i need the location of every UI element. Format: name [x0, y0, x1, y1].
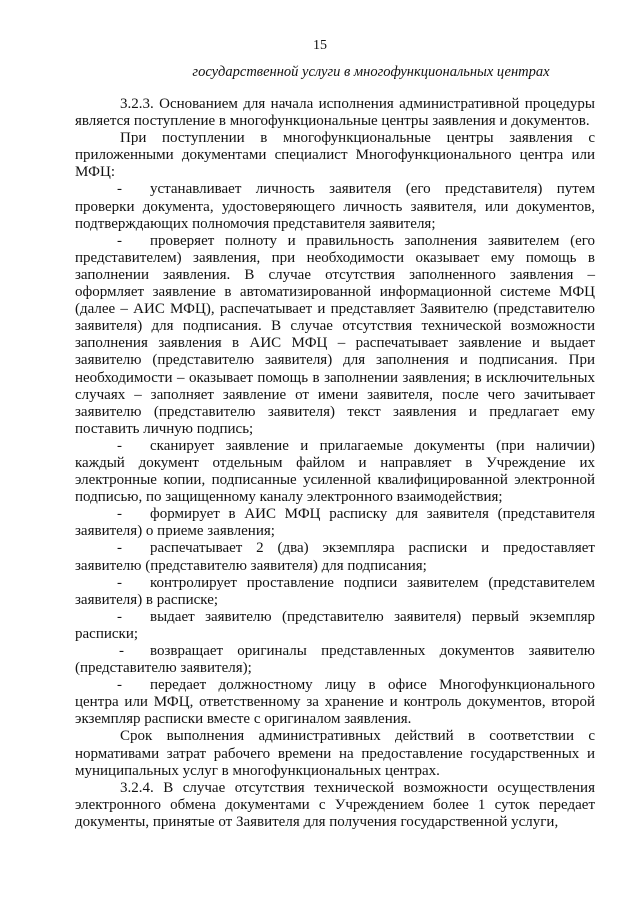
list-dash: -	[117, 574, 122, 591]
list-item-text: возвращает оригиналы представленных документов заявителю (представителю заявителя);	[75, 643, 595, 677]
list-dash: -	[117, 506, 122, 523]
list-item-text: проверяет полноту и правильность заполнения заявителем (его представителем) заявления, при необходимости оказывает ему помощь в заполнении заявления. В случае отсутствия заполненного заявления – оформляет заявление в автоматизированной информационной системе МФЦ (далее – АИС МФЦ), распечатывает и представляет Заявителю (представителю заявителя) для подписания. В случае отсутствия технической возможности заполнения заявления в АИС МФЦ – распечатывает заявление и выдает заявителю (представителю заявителя) для заполнения и подписания. При необходимости – оказывает помощь в заполнении заявления; в исключительных случаях – заполняет заявление от имени заявителя, после чего зачитывает заявителю (представителю заявителя) текст заявления и предлагает ему поставить личную подпись;	[75, 232, 595, 437]
paragraph-mfc-intro: При поступлении в многофункциональные центры заявления с приложенными документами специалист Многофункционального центра или МФЦ:	[75, 130, 595, 181]
list-item	[75, 181, 595, 232]
list-dash: -	[117, 677, 122, 694]
paragraph-3-2-3: 3.2.3. Основанием для начала исполнения административной процедуры является поступление в многофункциональные центры заявления и документов.	[75, 96, 595, 130]
list-dash: -	[117, 232, 122, 249]
list-item-text: выдает заявителю (представителю заявителя) первый экземпляр расписки;	[75, 608, 595, 642]
list-item	[75, 609, 595, 643]
page-number: 15	[313, 38, 327, 53]
list-dash: -	[117, 540, 122, 557]
list-item-text: сканирует заявление и прилагаемые документы (при наличии) каждый документ отдельным файлом и направляет в Учреждение их электронные копии, подписанные усиленной квалифицированной электронной подписью, по защищенному каналу электронного взаимодействия;	[75, 437, 595, 506]
list-item	[75, 540, 595, 574]
document-body	[75, 96, 595, 831]
running-header: государственной услуги в многофункциональных центрах	[192, 64, 550, 80]
list-item-text: распечатывает 2 (два) экземпляра расписки и предоставляет заявителю (представителю заявителя) для подписания;	[75, 540, 595, 574]
list-dash: -	[117, 181, 122, 198]
list-item	[75, 677, 595, 728]
list-item-text: формирует в АИС МФЦ расписку для заявителя (представителя заявителя) о приеме заявления;	[75, 506, 595, 540]
paragraph-3-2-4: 3.2.4. В случае отсутствия технической возможности осуществления электронного обмена документами с Учреждением более 1 суток передает документы, принятые от Заявителя для получения государственной услуги,	[75, 779, 595, 830]
list-item	[75, 643, 595, 677]
list-item	[75, 438, 595, 506]
list-item-text: устанавливает личность заявителя (его представителя) путем проверки документа, удостоверяющего личность заявителя, или документов, подтверждающих полномочия представителя заявителя;	[75, 181, 595, 232]
list-dash: -	[119, 643, 124, 659]
list-item-text: передает должностному лицу в офисе Многофункционального центра или МФЦ, ответственному за хранение и контроль документов, второй экземпляр расписки вместе с оригиналом заявления.	[75, 677, 595, 728]
list-dash: -	[117, 608, 122, 625]
list-dash: -	[117, 437, 122, 454]
paragraph-deadline: Срок выполнения административных действий в соответствии с нормативами затрат рабочего времени на предоставление государственных и муниципальных услуг в многофункциональных центрах.	[75, 728, 595, 779]
list-item	[75, 506, 595, 540]
list-item	[75, 575, 595, 609]
list-item-text: контролирует проставление подписи заявителем (представителем заявителя) в расписке;	[75, 574, 595, 608]
list-item	[75, 233, 595, 438]
